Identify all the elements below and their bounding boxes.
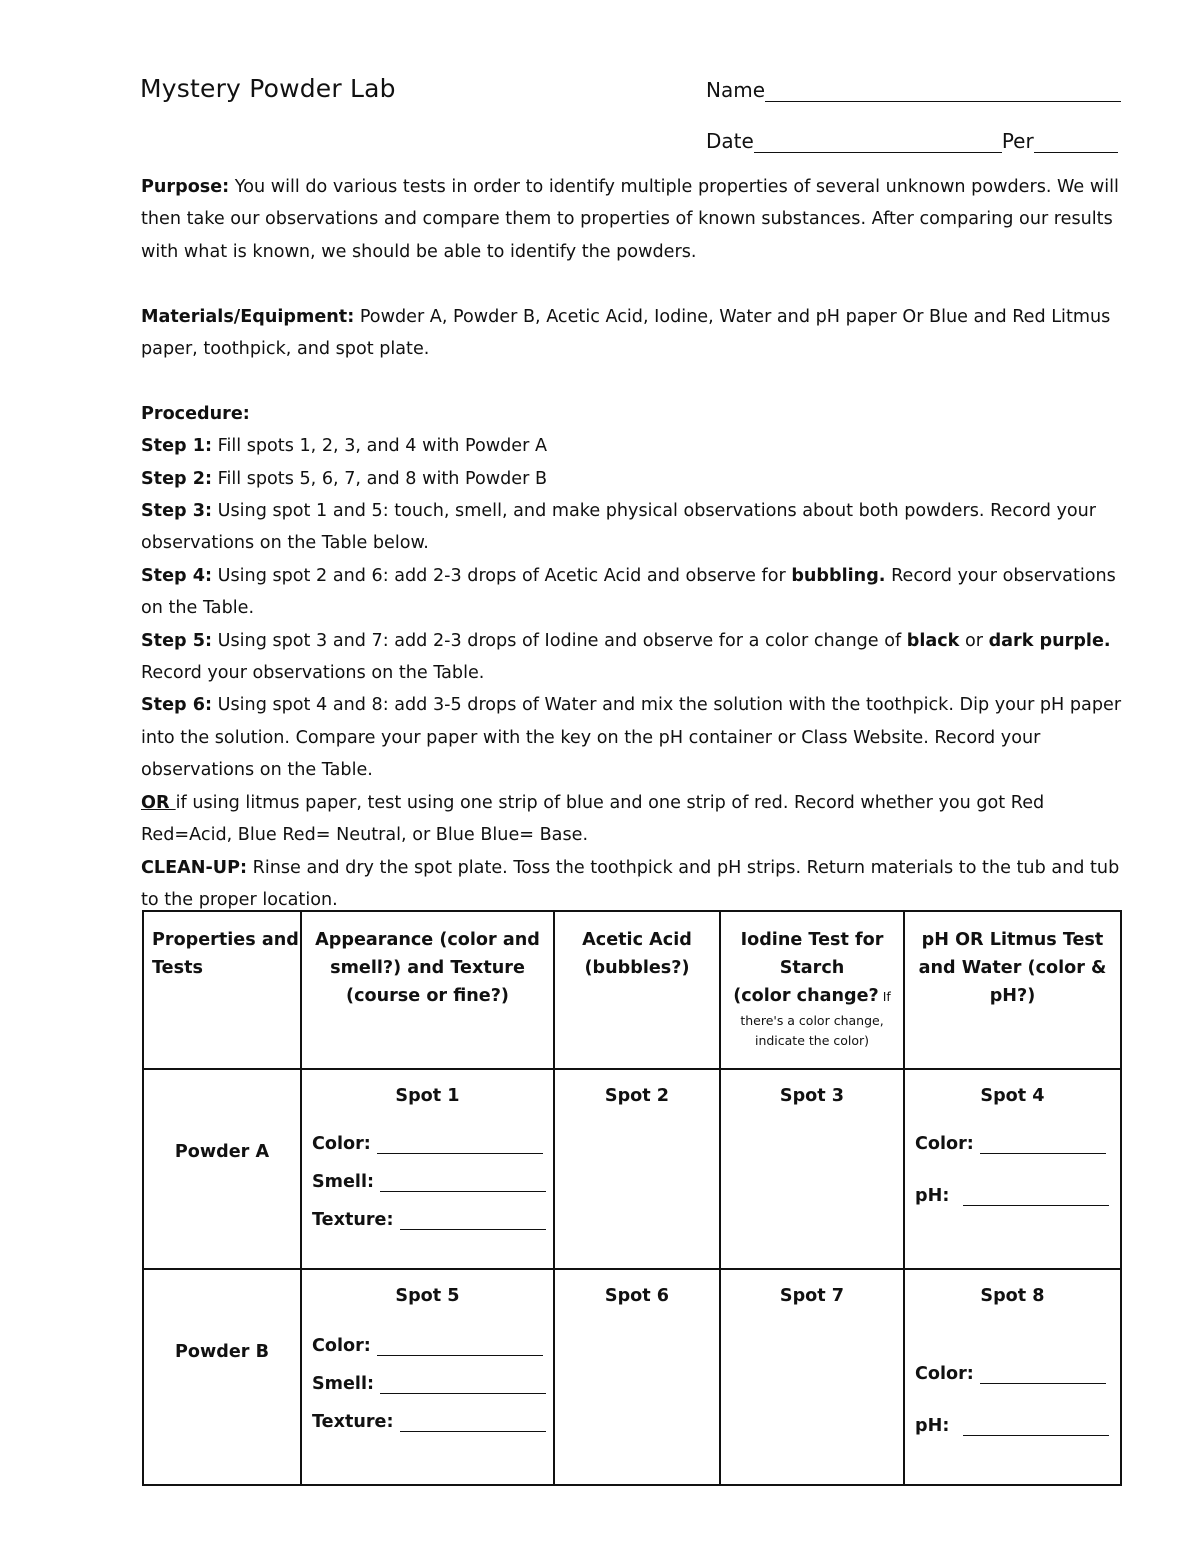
table-row-powder-a bbox=[143, 1069, 1121, 1269]
step-4 bbox=[141, 560, 1131, 625]
spot-3-label: Spot 3 bbox=[779, 1086, 845, 1106]
cleanup-label: CLEAN-UP: bbox=[141, 857, 248, 878]
step-2-label: Step 2: bbox=[141, 468, 213, 489]
texture-blank[interactable] bbox=[400, 1415, 546, 1432]
texture-label: Texture: bbox=[312, 1210, 394, 1230]
header-acetic-acid: Acetic Acid (bubbles?) bbox=[554, 911, 720, 1069]
table-header-row bbox=[143, 911, 1121, 1069]
color-label: Color: bbox=[312, 1134, 371, 1154]
step-5 bbox=[141, 625, 1131, 690]
header-appearance: Appearance (color and smell?) and Texture (course or fine?) bbox=[301, 911, 554, 1069]
texture-blank[interactable] bbox=[400, 1213, 546, 1230]
spot-8-label: Spot 8 bbox=[980, 1286, 1045, 1306]
step-6 bbox=[141, 689, 1131, 786]
header-properties: Properties and Tests bbox=[143, 911, 301, 1069]
spot-3-cell[interactable] bbox=[720, 1069, 904, 1269]
spot-8-ph[interactable] bbox=[915, 1416, 1120, 1436]
powder-a-cell bbox=[143, 1069, 301, 1269]
ph-color-label: Color: bbox=[915, 1364, 974, 1384]
smell-label: Smell: bbox=[312, 1172, 375, 1192]
step-3-label: Step 3: bbox=[141, 501, 213, 522]
cleanup-text: Rinse and dry the spot plate. Toss the toothpick and pH strips. Return materials to the tub and tub to the proper location. bbox=[141, 857, 1120, 910]
spot-4-cell[interactable] bbox=[904, 1069, 1121, 1269]
smell-blank[interactable] bbox=[380, 1175, 546, 1192]
procedure-heading bbox=[141, 398, 1131, 430]
ph-color-blank[interactable] bbox=[980, 1367, 1106, 1384]
ph-color-blank[interactable] bbox=[980, 1137, 1106, 1154]
smell-blank[interactable] bbox=[380, 1377, 546, 1394]
step-1 bbox=[141, 430, 1131, 462]
powder-a-label: Powder A bbox=[174, 1142, 270, 1162]
spot-6-label: Spot 6 bbox=[604, 1286, 670, 1306]
observation-table bbox=[142, 910, 1122, 1486]
step-2-text: Fill spots 5, 6, 7, and 8 with Powder B bbox=[212, 468, 548, 489]
name-label: Name bbox=[706, 78, 766, 102]
spot-5-smell[interactable] bbox=[312, 1374, 553, 1394]
procedure-label: Procedure: bbox=[141, 403, 250, 424]
ph-color-label: Color: bbox=[915, 1134, 974, 1154]
spot-5-cell[interactable] bbox=[301, 1269, 554, 1485]
header-iodine-sub: (color change? bbox=[733, 986, 879, 1006]
step-3-text: Using spot 1 and 5: touch, smell, and make physical observations about both powders. Record your observations on the Table below. bbox=[141, 501, 1097, 554]
spot-4-ph[interactable] bbox=[915, 1186, 1120, 1206]
ph-blank[interactable] bbox=[963, 1189, 1109, 1206]
step-5-bold-black: black bbox=[906, 630, 960, 651]
header-iodine-if: If bbox=[878, 989, 891, 1004]
header-iodine bbox=[720, 911, 904, 1069]
step-5-text: Using spot 3 and 7: add 2-3 drops of Iodine and observe for a color change of bbox=[212, 630, 907, 651]
spot-4-label: Spot 4 bbox=[980, 1086, 1045, 1106]
or-word: OR bbox=[141, 792, 176, 813]
step-3 bbox=[141, 495, 1131, 560]
or-text: if using litmus paper, test using one strip of blue and one strip of red. Record whether you got Red Red=Acid, Blue Red= Neutral, or Blue Blue= Base. bbox=[141, 792, 1045, 846]
table-row-powder-b bbox=[143, 1269, 1121, 1485]
step-4-text: Using spot 2 and 6: add 2-3 drops of Acetic Acid and observe for bbox=[212, 565, 792, 586]
litmus-alternative bbox=[141, 787, 1131, 852]
powder-b-cell bbox=[143, 1269, 301, 1485]
powder-b-label: Powder B bbox=[175, 1342, 269, 1362]
instructions-body bbox=[141, 171, 1131, 916]
spot-5-label: Spot 5 bbox=[395, 1286, 460, 1306]
spot-5-texture[interactable] bbox=[312, 1412, 553, 1432]
step-5-label: Step 5: bbox=[141, 630, 213, 651]
spot-1-smell[interactable] bbox=[312, 1172, 553, 1192]
header-iodine-note: there's a color change, indicate the color) bbox=[740, 1013, 884, 1048]
spot-2-label: Spot 2 bbox=[604, 1086, 670, 1106]
spot-7-label: Spot 7 bbox=[779, 1286, 845, 1306]
materials-text: Powder A, Powder B, Acetic Acid, Iodine, Water and pH paper Or Blue and Red Litmus paper, toothpick, and spot plate. bbox=[141, 306, 1111, 360]
step-1-text: Fill spots 1, 2, 3, and 4 with Powder A bbox=[212, 436, 547, 457]
date-per-field[interactable] bbox=[706, 129, 1118, 153]
spot-2-cell[interactable] bbox=[554, 1069, 720, 1269]
color-blank[interactable] bbox=[377, 1137, 543, 1154]
spot-1-color[interactable] bbox=[312, 1134, 553, 1154]
purpose-label: Purpose: bbox=[141, 177, 230, 197]
spot-4-color[interactable] bbox=[915, 1134, 1120, 1154]
cleanup bbox=[141, 852, 1131, 917]
per-blank[interactable] bbox=[1034, 132, 1118, 153]
step-6-label: Step 6: bbox=[141, 695, 213, 716]
spot-1-label: Spot 1 bbox=[395, 1086, 460, 1106]
spot-5-color[interactable] bbox=[312, 1336, 553, 1356]
spot-8-color[interactable] bbox=[915, 1364, 1120, 1384]
header-ph: pH OR Litmus Test and Water (color & pH?) bbox=[904, 911, 1121, 1069]
header-iodine-main: Iodine Test for Starch bbox=[740, 930, 884, 978]
name-blank[interactable] bbox=[765, 81, 1121, 102]
color-label: Color: bbox=[312, 1336, 371, 1356]
materials-label: Materials/Equipment: bbox=[141, 306, 355, 327]
step-4-label: Step 4: bbox=[141, 565, 213, 586]
spot-8-cell[interactable] bbox=[904, 1269, 1121, 1485]
name-field[interactable] bbox=[706, 78, 1121, 102]
date-label: Date bbox=[706, 129, 754, 153]
spot-1-texture[interactable] bbox=[312, 1210, 553, 1230]
step-4-bold: bubbling. bbox=[791, 565, 886, 586]
smell-label: Smell: bbox=[312, 1374, 375, 1394]
materials-paragraph bbox=[141, 301, 1131, 366]
spot-6-cell[interactable] bbox=[554, 1269, 720, 1485]
step-5-text-end: Record your observations on the Table. bbox=[141, 663, 485, 684]
ph-label: pH: bbox=[915, 1186, 950, 1206]
spot-1-cell[interactable] bbox=[301, 1069, 554, 1269]
step-5-bold-purple: dark purple. bbox=[988, 630, 1111, 651]
date-blank[interactable] bbox=[754, 132, 1002, 153]
per-label: Per bbox=[1001, 129, 1034, 153]
spot-7-cell[interactable] bbox=[720, 1269, 904, 1485]
ph-blank[interactable] bbox=[963, 1419, 1109, 1436]
purpose-paragraph bbox=[141, 171, 1131, 268]
texture-label: Texture: bbox=[312, 1412, 394, 1432]
step-1-label: Step 1: bbox=[141, 436, 213, 457]
color-blank[interactable] bbox=[377, 1339, 543, 1356]
step-4-text-end: Record your observations on the Table. bbox=[141, 565, 1116, 619]
purpose-text: You will do various tests in order to identify multiple properties of several unknown powders. We will then take our observations and compare them to properties of known substances. After comparing our results with what is known, we should be able to identify the powders. bbox=[141, 177, 1119, 262]
step-5-text-mid: or bbox=[959, 630, 989, 651]
step-6-text: Using spot 4 and 8: add 3-5 drops of Water and mix the solution with the toothpick. Dip your pH paper into the solution. Compare your paper with the key on the pH container or Class Website. Record your observations on the Table. bbox=[141, 695, 1122, 781]
ph-label: pH: bbox=[915, 1416, 950, 1436]
step-2 bbox=[141, 463, 1131, 495]
page-title: Mystery Powder Lab bbox=[140, 74, 396, 103]
